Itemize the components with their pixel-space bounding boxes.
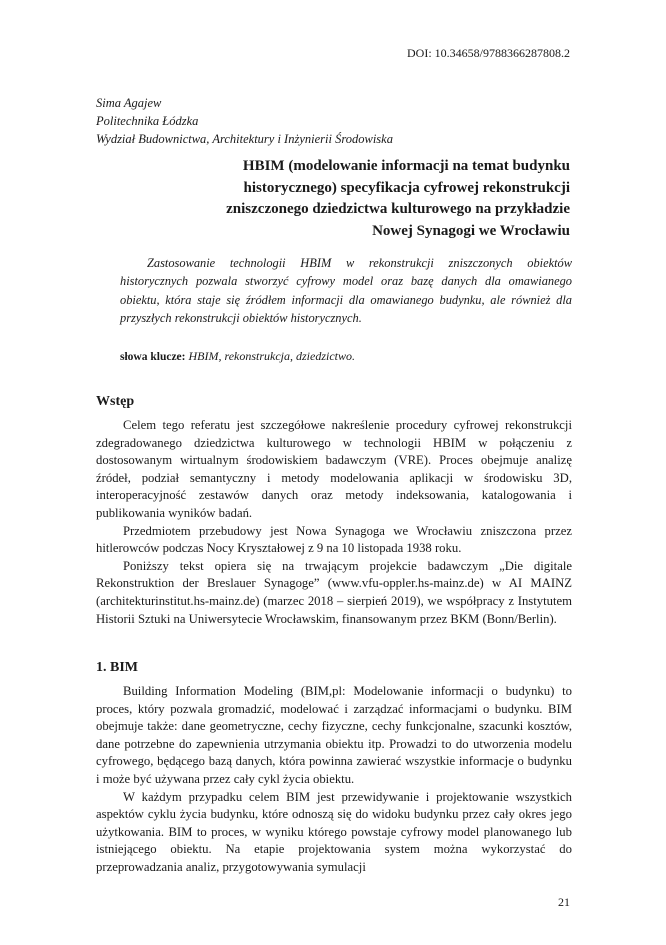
title-line: historycznego) specyfikacja cyfrowej rekonstrukcji	[243, 179, 570, 196]
keywords	[120, 348, 572, 365]
page-number: 21	[558, 895, 570, 909]
author-affiliation	[96, 94, 576, 148]
paragraph: Przedmiotem przebudowy jest Nowa Synagoga we Wrocławiu zniszczona przez hitlerowców podczas Nocy Kryształowej z 9 na 10 listopada 1938 roku.	[96, 523, 572, 556]
abstract-text: Zastosowanie technologii HBIM w rekonstrukcji zniszczonych obiektów historycznych pozwala stworzyć cyfrowy model oraz bazę danych dla omawianego obiektu, która staje się źródłem informacji dla omawianego budynku, ale również dla przyszłych rekonstrukcji obiektów historycznych.	[120, 256, 572, 325]
author-institution: Politechnika Łódzka	[96, 114, 199, 128]
paper-title	[130, 156, 570, 242]
keywords-value: HBIM, rekonstrukcja, dziedzictwo.	[188, 349, 356, 363]
keywords-label: słowa klucze:	[120, 351, 186, 363]
author-faculty: Wydział Budownictwa, Architektury i Inżynierii Środowiska	[96, 132, 393, 146]
paragraph: Poniższy tekst opiera się na trwającym projekcie badawczym „Die digitale Rekonstruktion der Breslauer Synagoge” (www.vfu-oppler.hs-mainz.de) w AI MAINZ (architekturinstitut.hs-mainz.de) (marzec 2018 – sierpień 2019), we współpracy z Instytutem Historii Sztuki na Uniwersytecie Wrocławskim, finansowanym przez BKM (Bonn/Berlin).	[96, 558, 572, 626]
doi-header: DOI: 10.34658/9788366287808.2	[407, 46, 570, 60]
section-bim	[96, 659, 572, 877]
title-line: zniszczonego dziedzictwa kulturowego na przykładzie	[226, 201, 570, 217]
author-name: Sima Agajew	[96, 96, 162, 110]
paragraph: Celem tego referatu jest szczegółowe nakreślenie procedury cyfrowej rekonstrukcji zdegradowanego dziedzictwa kulturowego w technologii HBIM w połączeniu z dostosowanym wirtualnym środowiskiem badawczym (VRE). Proces obejmuje analizę źródeł, podział semantyczny i metody modelowania aplikacji w środowisku 3D, interoperacyjność zestawów danych oraz metody indeksowania, katalogowania i publikowania wyników badań.	[96, 418, 572, 520]
paragraph: W każdym przypadku celem BIM jest przewidywanie i projektowanie wszystkich aspektów cyklu życia budynku, które odnoszą się do widoku budynku przez cały okres jego użytkowania. BIM to proces, w wyniku którego powstaje cyfrowy model planowanego lub istniejącego obiektu. Na etapie projektowania system można wykorzystać do przeprowadzania analiz, przygotowywania symulacji	[96, 789, 572, 874]
section-heading: 1. BIM	[96, 660, 138, 675]
paragraph: Building Information Modeling (BIM,pl: Modelowanie informacji o budynku) to proces, który pozwala gromadzić, modelować i zarządzać informacjami o budynku. BIM obejmuje także: dane geometryczne, cechy fizyczne, cechy funkcjonalne, szacunki kosztów, dane potrzebne do zapewnienia utrzymania obiektu itp. Prowadzi to do utworzenia modelu cyfrowego, będącego bazą danych, która powinna zawierać wszystkie informacje o budynku i może być używana przez cały cykl życia obiektu.	[96, 684, 572, 786]
title-line: HBIM (modelowanie informacji na temat budynku	[242, 158, 570, 174]
section-introduction	[96, 393, 572, 628]
section-heading: Wstęp	[96, 394, 135, 409]
abstract	[120, 254, 572, 327]
title-line: Nowej Synagogi we Wrocławiu	[372, 222, 570, 239]
